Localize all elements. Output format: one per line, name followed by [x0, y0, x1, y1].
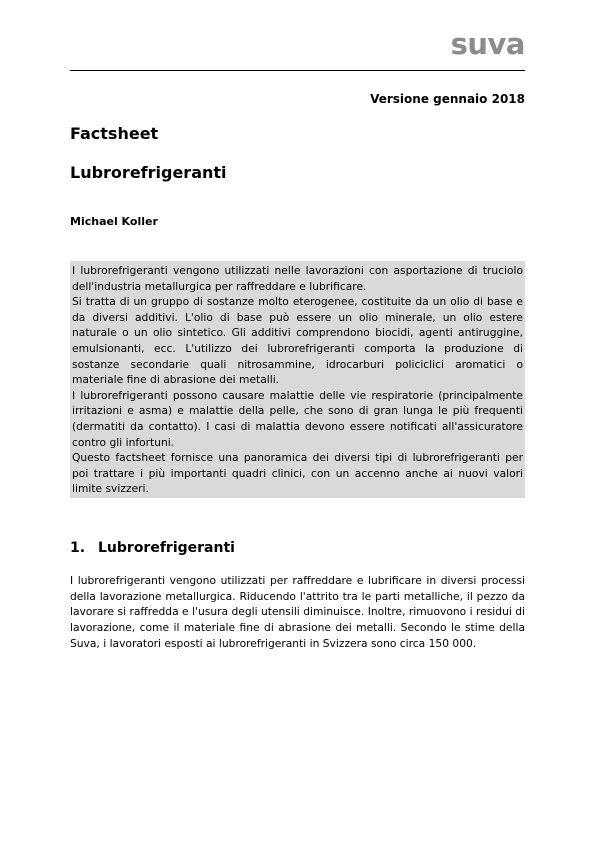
abstract-paragraph: I lubrorefrigeranti vengono utilizzati nelle lavorazioni con asportazione di truciolo dell'industria metallurgica per raffreddare e lubrificare.: [72, 264, 523, 293]
abstract-paragraph: Questo factsheet fornisce una panoramica dei diversi tipi di lubrorefrigeranti per poi trattare i più importanti quadri clinici, con un accenno anche ai nuovi valori limite svizzeri.: [72, 451, 523, 496]
abstract-paragraph: Si tratta di un gruppo di sostanze molto eterogenee, costituite da un olio di base e da diversi additivi. L'olio di base può essere un olio minerale, un olio estere naturale o un olio sintetico. Gli additivi comprendono biocidi, agenti antiruggine, emulsionanti, ecc. L'utilizzo dei lubrorefrigeranti comporta la produzione di sostanze secondarie quali nitrosammine, idrocarburi policiclici aromatici o materiale fine di abrasione dei metalli.: [72, 295, 523, 387]
abstract-paragraph: I lubrorefrigeranti possono causare malattie delle vie respiratorie (principalmente irritazioni e asma) e malattie della pelle, che sono di gran lunga le più frequenti (dermatiti da contatto). I casi di malattia devono essere notificati all'assicuratore contro gli infortuni.: [72, 388, 523, 449]
abstract-box: [70, 261, 525, 498]
section-heading: [70, 540, 235, 556]
document-type: Factsheet: [70, 124, 159, 143]
version-date: Versione gennaio 2018: [370, 92, 525, 106]
suva-logo: suva: [450, 27, 525, 61]
document-title: Lubrorefrigeranti: [70, 163, 227, 182]
section-number: 1.: [70, 540, 86, 556]
section-body-text: I lubrorefrigeranti vengono utilizzati per raffreddare e lubrificare in diversi processi della lavorazione metallurgica. Riducendo l'attrito tra le parti metalliche, il pezzo da lavorare si raffredda e l'usura degli utensili diminuisce. Inoltre, rimuovono i residui di lavorazione, come il materiale fine di abrasione dei metalli. Secondo le stime della Suva, i lavoratori esposti ai lubrorefrigeranti in Svizzera sono circa 150 000.: [70, 574, 525, 650]
section-title: Lubrorefrigeranti: [98, 540, 235, 556]
author-name: Michael Koller: [70, 215, 158, 228]
header-rule: [70, 70, 525, 71]
